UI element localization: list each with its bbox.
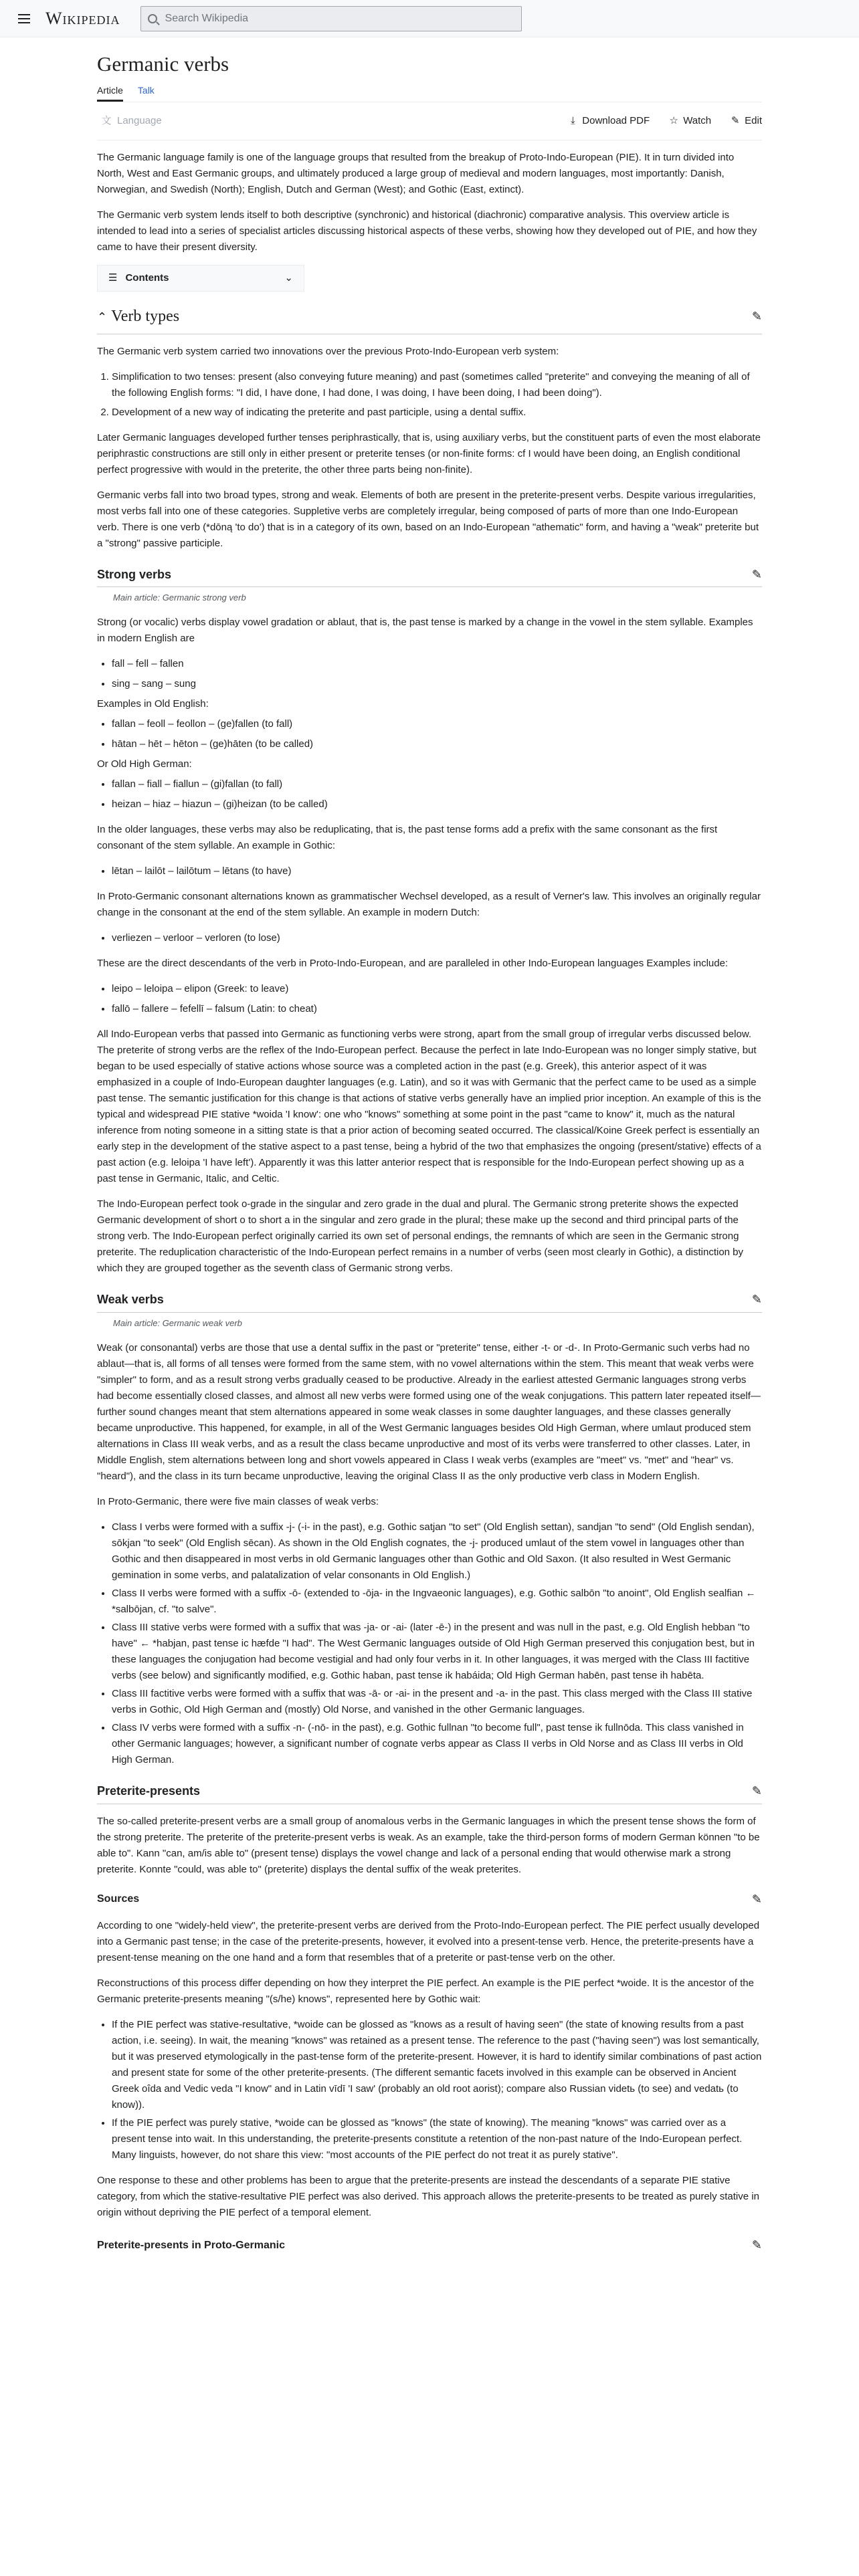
hatnote[interactable]: Main article: Germanic strong verb	[113, 593, 246, 603]
search-input[interactable]	[140, 6, 522, 31]
strong-paragraph-6: The Indo-European perfect took o-grade in the singular and zero grade in the dual and plural. The Germanic strong preterite shows the expected Germanic development of short o to short a in the singular and zero grade in the plural; these make up the second and third principal parts of the strong verb. The Indo-European perfect originally carried its own set of personal endings, the remnants of which are seen in the Germanic strong preterite. The reduplication characteristic of the Indo-European perfect remains in a number of verbs (seen most clearly in Gothic), a distinction by which they are grouped together as the seventh class of Germanic strong verbs.	[97, 1198, 744, 1275]
list-item: • Class I verbs were formed with a suffix -j- (-i- in the past), e.g. Gothic satjan "to set" (Old English settan), sandjan "to send" (Old English sendan), sōkjan "to seek" (Old English sēcan). As shown in the Old English cognates, the -j- produced umlaut of the stem vowel in languages other than Gothic and then disappeared in most verbs in old Germanic languages other than Gothic and Old Saxon. (It also resulted in West Germanic gemination in some verbs, and palatalization of velar consonants in Old English.)	[112, 1519, 762, 1584]
edit-section-icon[interactable]: ✎	[751, 310, 762, 324]
strong-paragraph-2: In the older languages, these verbs may also be reduplicating, that is, the past tense forms add a prefix with the same consonant as the first consonant of the stem syllable. An example in Gothic:	[97, 824, 718, 852]
page-title: Germanic verbs	[97, 52, 229, 76]
contents-toggle[interactable]	[97, 265, 304, 292]
watch-label: Watch	[683, 115, 712, 127]
section-heading: Preterite-presents	[97, 1784, 201, 1798]
download-pdf-button[interactable]	[567, 113, 650, 129]
contents-label: Contents	[125, 272, 169, 284]
article-content	[97, 51, 762, 2255]
strong-paragraph-5: All Indo-European verbs that passed into Germanic as functioning verbs were strong, apart from the small group of irregular verbs discussed below. The preterite of strong verbs are the reflex of the Indo-European perfect. Because the perfect in late Indo-European was no longer simply stative, but began to be used especially of stative actions whose source was a completed action in the past (e.g. Greek), this anterior aspect of it was emphasized in a couple of Indo-European daughter languages (e.g. Latin), and so it was with Germanic that the perfect came to be used as a simple past tense. The semantic justification for this change is that actions of stative verbs generally have an implied prior inception. An example of this is the typical and widespread PIE stative *woida 'I know': one who "knows" something at some point in the past "came to know" it, much as the natural inference from noting someone in a sitting state is that a prior action of becoming seated occurred. The classical/Koine Greek perfect is essentially an early step in the development of the stative aspect to a past tense, being a hybrid of the two that emphasizes the ongoing (present/stative) effects of a past action (e.g. leloipa 'I have left'). Apparently it was this latter anterior respect that is responsible for the Indo-European perfect showing up as a past tense in Germanic, Italic, and Celtic.	[97, 1029, 761, 1185]
section-heading: Strong verbs	[97, 567, 172, 581]
list-item: • fallan – fiall – fiallun – (gi)fallan (to fall)	[112, 776, 762, 792]
site-header	[0, 0, 859, 37]
label: Or Old High German:	[97, 758, 192, 770]
search-icon	[148, 14, 157, 23]
list-item: • If the PIE perfect was stative-resultative, *woide can be glossed as "knows as a result of having seen" (the state of knowing results from a past action, i.e. seeing). In wait, the meaning "knows" was retained as a present tense. The reference to the past ("having seen") was lost semantically, but it was preserved etymologically in the past-tense form of the preterite-present. However, it is hard to identify similar combinations of past action and present state for some of the other preterite-presents. (The different semantic facets involved in this example can be observed in Ancient Greek oîda and Vedic veda "I know" and in Latin vīdī 'I saw' (probably an old root aorist); compare also Russian videtь (to see) and vedatь (to know)).	[112, 2017, 762, 2113]
list-item: • sing – sang – sung	[112, 676, 762, 692]
list-item: • Class III stative verbs were formed with a suffix that was -ja- or -ai- (later -ē-) in the present and was null in the past, e.g. Old English hebban "to have" ← *habjan, past tense ic hæfde "I had". The West Germanic languages outside of Old High German preserved this conjugation best, but in these languages the conjugation had become vestigial and had only four verbs in it. In other languages, it was merged with the Class III factitive verbs (see below) and significantly modified, e.g. Gothic haban, past tense ik habáida; Old High German habēn, past tense ih habēta.	[112, 1620, 762, 1684]
edit-section-icon[interactable]: ✎	[751, 1293, 762, 1307]
strong-paragraph-3: In Proto-Germanic consonant alternations known as grammatischer Wechsel developed, as a result of Verner's law. This involves an originally regular change in the consonant at the end of the stem syllable. An example in modern Dutch:	[97, 891, 761, 919]
list-item: • hātan – hēt – hēton – (ge)hāten (to be called)	[112, 736, 762, 752]
edit-section-icon[interactable]: ✎	[751, 1784, 762, 1798]
preterite-paragraph-3: Reconstructions of this process differ depending on how they interpret the PIE perfect. An example is the PIE perfect *woide. It is the ancestor of the Germanic preterite-presents meaning "(s/he) knows", represented here by Gothic wait:	[97, 1977, 754, 2006]
list-item: • Class IV verbs were formed with a suffix -n- (-nō- in the past), e.g. Gothic fullnan "to become full", past tense ik fullnōda. This class vanished in other Germanic languages; however, a significant number of cognate verbs appear as Class II verbs in Old Norse and as Class III verbs in Old High German.	[112, 1720, 762, 1768]
search-placeholder: Search Wikipedia	[165, 12, 249, 24]
language-label: Language	[117, 115, 162, 127]
intro-paragraph-1: The Germanic language family is one of the language groups that resulted from the breakup of Proto-Indo-European (PIE). It in turn divided into North, West and East Germanic groups, and ultimately produced a large group of medieval and modern languages, most importantly: Danish, Norwegian, and Swedish (North); English, Dutch and German (West); and Gothic (East, extinct).	[97, 152, 735, 196]
list-icon: ☰	[108, 272, 118, 284]
subsection-preterite-presents-proto-germanic	[97, 2236, 762, 2255]
language-icon: 文	[101, 115, 112, 127]
section-strong-verbs	[97, 565, 762, 588]
chevron-up-icon: ⌃	[97, 310, 108, 324]
intro-paragraph-2: The Germanic verb system lends itself to both descriptive (synchronic) and historical (diachronic) comparative analysis. This overview article is intended to lead into a series of specialist articles discussing historical aspects of these verbs, showing how they developed out of PIE, and how they came to have their present diversity.	[97, 209, 757, 253]
edit-section-icon[interactable]: ✎	[751, 2238, 762, 2252]
pencil-icon: ✎	[731, 115, 740, 127]
verb-types-paragraph-2: Later Germanic languages developed further tenses periphrastically, that is, using auxiliary verbs, but the constituent parts of even the most elaborate periphrastic constructions are still only in either present or preterite tenses (or non-finite forms: cf I would have been doing, an English conditional perfect progressive with would in the preterite, the other three parts being non-finite).	[97, 431, 761, 475]
section-verb-types[interactable]	[97, 304, 762, 334]
section-weak-verbs	[97, 1290, 762, 1313]
verb-types-paragraph-3: Germanic verbs fall into two broad types, strong and weak. Elements of both are present in the preterite-present verbs. Despite various irregularities, most verbs fall into one of these categories. Suppletive verbs are completely irregular, being composed of parts of more than one Indo-European verb. There is one verb (*dōną 'to do') that is in a category of its own, based on an Indo-European "athematic" form, and having a "weak" preterite but a "strong" passive participle.	[97, 489, 759, 549]
edit-label: Edit	[745, 115, 762, 127]
section-heading: Weak verbs	[97, 1293, 164, 1307]
edit-section-icon[interactable]: ✎	[751, 567, 762, 581]
list-item: 1. Simplification to two tenses: present (also conveying future meaning) and past (sometimes called "preterite" and conveying the meaning of all of the following English forms: "I did, I have done, I had done, I was doing, I have been doing, I had been doing").	[112, 369, 762, 401]
weak-paragraph-2: In Proto-Germanic, there were five main classes of weak verbs:	[97, 1495, 379, 1507]
page-actions	[97, 102, 762, 140]
list-item: • fallan – feoll – feollon – (ge)fallen (to fall)	[112, 716, 762, 732]
list-item: • If the PIE perfect was purely stative, *woide can be glossed as "knows" (the state of knowing). The meaning "knows" was carried over as a present tense into wait. In this understanding, the preterite-presents constitute a retention of the non-past nature of the Indo-European perfect. Many linguists, however, do not share this view: "most accounts of the PIE perfect do not treat it as purely stative".	[112, 2115, 762, 2163]
section-heading: Preterite-presents in Proto-Germanic	[97, 2240, 285, 2252]
verb-types-paragraph-1: The Germanic verb system carried two innovations over the previous Proto-Indo-European verb system:	[97, 345, 559, 357]
list-item: • Class III factitive verbs were formed with a suffix that was -ā- or -ai- in the present and -a- in the past. This class merged with the Class III stative verbs in Gothic, Old High German and (mostly) Old Norse, and vanished in the other Germanic languages.	[112, 1686, 762, 1718]
strong-paragraph-4: These are the direct descendants of the verb in Proto-Indo-European, and are paralleled in other Indo-European languages Examples include:	[97, 958, 729, 970]
section-heading: Verb types	[111, 308, 180, 326]
list-item: • fall – fell – fallen	[112, 656, 762, 672]
watch-button[interactable]	[668, 113, 711, 129]
edit-button[interactable]	[730, 113, 762, 129]
section-heading: Sources	[97, 1893, 140, 1905]
section-preterite-presents	[97, 1782, 762, 1804]
tab-article[interactable]: Article	[97, 83, 123, 102]
hatnote[interactable]: Main article: Germanic weak verb	[113, 1318, 242, 1329]
edit-section-icon[interactable]: ✎	[751, 1892, 762, 1906]
list-item: • verliezen – verloor – verloren (to lose)	[112, 930, 762, 946]
namespace-tabs	[97, 83, 762, 102]
weak-paragraph-1: Weak (or consonantal) verbs are those that use a dental suffix in the past or "preterite" tense, either -t- or -d-. In Proto-Germanic such verbs had no ablaut—that is, all forms of all tenses were formed from the same stem, with no vowel alternations within the stem. This meant that weak verbs were "simpler" to form, and as a result strong verbs gradually ceased to be productive. Already in the earliest attested Germanic languages strong verbs had become essentially closed classes, and almost all new verbs were formed using one of the weak conjugations. This pattern later repeated itself—further sound changes meant that stem alternations appeared in some weak classes in some daughter languages, and these classes generally became unproductive. This happened, for example, in all of the West Germanic languages besides Old High German, where umlaut produced stem alternations in Class III weak verbs, and as a result the class became unproductive and most of its verbs were transferred to other classes. Later, in Middle English, stem alternations between long and short vowels appeared in Class I weak verbs (examples are "meet" vs. "met" and "hear" vs. "heard"), and the class in its turn became unproductive, leaving the original Class II as the only productive verb class in Modern English.	[97, 1341, 761, 1482]
preterite-paragraph-2: According to one "widely-held view", the preterite-present verbs are derived from the Proto-Indo-European perfect. The PIE perfect usually developed into a Germanic past tense; in the case of the preterite-presents, however, it evolved into a present-tense verb. Hence, the preterite-presents have a present-tense meaning on the one hand and a form that resembles that of a preterite or past-tense verb on the other.	[97, 1920, 760, 1964]
list-item: • leipo – leloipa – elipon (Greek: to leave)	[112, 981, 762, 997]
tab-talk[interactable]: Talk	[137, 85, 155, 96]
list-item: • heizan – hiaz – hiazun – (gi)heizan (to be called)	[112, 796, 762, 813]
list-item: • fallō – fallere – fefellī – falsum (Latin: to cheat)	[112, 1001, 762, 1017]
star-icon: ☆	[669, 115, 678, 127]
chevron-down-icon: ⌄	[284, 272, 293, 284]
subsection-sources	[97, 1890, 762, 1909]
list-item: • Class II verbs were formed with a suffix -ō- (extended to -ōja- in the Ingvaeonic languages), e.g. Gothic salbōn "to anoint", Old English sealfian ← *salbōjan, cf. "to salve".	[112, 1586, 762, 1618]
list-item: 2. Development of a new way of indicating the preterite and past participle, using a dental suffix.	[112, 405, 762, 421]
main-menu-icon[interactable]	[8, 3, 40, 35]
download-pdf-label: Download PDF	[582, 115, 650, 127]
preterite-paragraph-4: One response to these and other problems has been to argue that the preterite-presents are instead the descendants of a separate PIE stative category, from which the stative-resultative PIE perfect was also derived. This approach allows the preterite-presents to be treated as purely stative in origin without depriving the PIE perfect of a temporal element.	[97, 2175, 759, 2219]
label: Examples in Old English:	[97, 698, 209, 710]
wikipedia-logo[interactable]: Wikipedia	[45, 8, 120, 28]
language-button[interactable]	[97, 113, 162, 129]
list-item: • lētan – lailōt – lailōtum – lētans (to have)	[112, 863, 762, 879]
download-icon: ⤓	[570, 115, 575, 127]
preterite-paragraph-1: The so-called preterite-present verbs are a small group of anomalous verbs in the Germanic languages in which the present tense shows the form of the strong preterite. The preterite of the preterite-present verbs is weak. As an example, take the third-person forms of modern German können "to be able to". Kann "can, am/is able to" (present tense) displays the vowel change and lack of a personal ending that would otherwise mark a strong preterite. Konnte "could, was able to" (preterite) displays the dental suffix of the weak preterites.	[97, 1815, 760, 1875]
strong-paragraph-1: Strong (or vocalic) verbs display vowel gradation or ablaut, that is, the past tense is marked by a change in the vowel in the stem syllable. Examples in modern English are	[97, 617, 753, 645]
